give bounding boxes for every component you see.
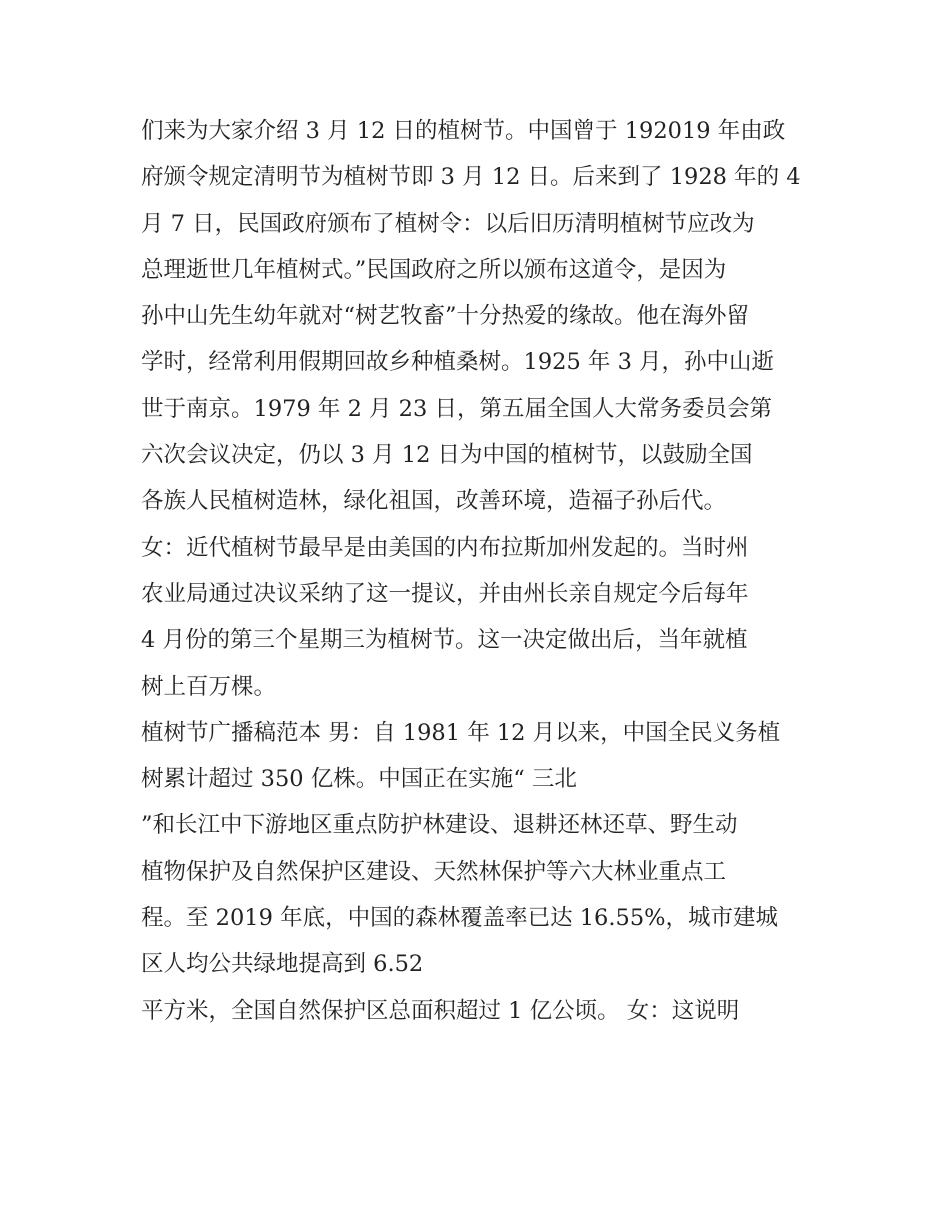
text-line: 女：近代植树节最早是由美国的内布拉斯加州发起的。当时州: [141, 534, 749, 561]
text-line: 各族人民植树造林，绿化祖国，改善环境，造福子孙后代。: [141, 488, 727, 515]
text-line: 六次会议决定，仍以 3 月 12 日为中国的植树节，以鼓励全国: [141, 442, 753, 469]
text-line: 农业局通过决议采纳了这一提议，并由州长亲自规定今后每年: [141, 580, 749, 607]
text-line: 植物保护及自然保护区建设、天然林保护等六大林业重点工: [141, 858, 727, 885]
text-line: 们来为大家介绍 3 月 12 日的植树节。中国曾于 192019 年由政: [141, 118, 786, 144]
text-line: 4 月份的第三个星期三为植树节。这一决定做出后，当年就植: [141, 627, 748, 654]
text-line: ”和长江中下游地区重点防护林建设、退耕还林还草、野生动: [141, 812, 738, 839]
text-line: 区人均公共绿地提高到 6.52: [141, 951, 424, 978]
text-line: 孙中山先生幼年就对“树艺牧畜”十分热爱的缘故。他在海外留: [141, 303, 750, 330]
text-line: 总理逝世几年植树式。”民国政府之所以颁布这道令，是因为: [141, 256, 727, 283]
text-line: 府颁令规定清明节为植树节即 3 月 12 日。后来到了 1928 年的 4: [141, 164, 801, 191]
text-line: 树累计超过 350 亿株。中国正在实施“ 三北: [141, 766, 577, 793]
text-line: 树上百万棵。: [141, 673, 277, 700]
text-line: 程。至 2019 年底，中国的森林覆盖率已达 16.55%，城市建城: [141, 905, 779, 932]
text-line: 世于南京。1979 年 2 月 23 日，第五届全国人大常务委员会第: [141, 395, 772, 422]
text-line: 平方米，全国自然保护区总面积超过 1 亿公顷。 女：这说明: [141, 997, 740, 1024]
document-body-text: [141, 108, 821, 1034]
text-line: 学时，经常利用假期回故乡种植桑树。1925 年 3 月，孙中山逝: [141, 349, 775, 376]
text-line: 月 7 日，民国政府颁布了植树令：以后旧历清明植树节应改为: [141, 210, 755, 237]
text-line: 植树节广播稿范本 男：自 1981 年 12 月以来，中国全民义务植: [141, 719, 781, 746]
